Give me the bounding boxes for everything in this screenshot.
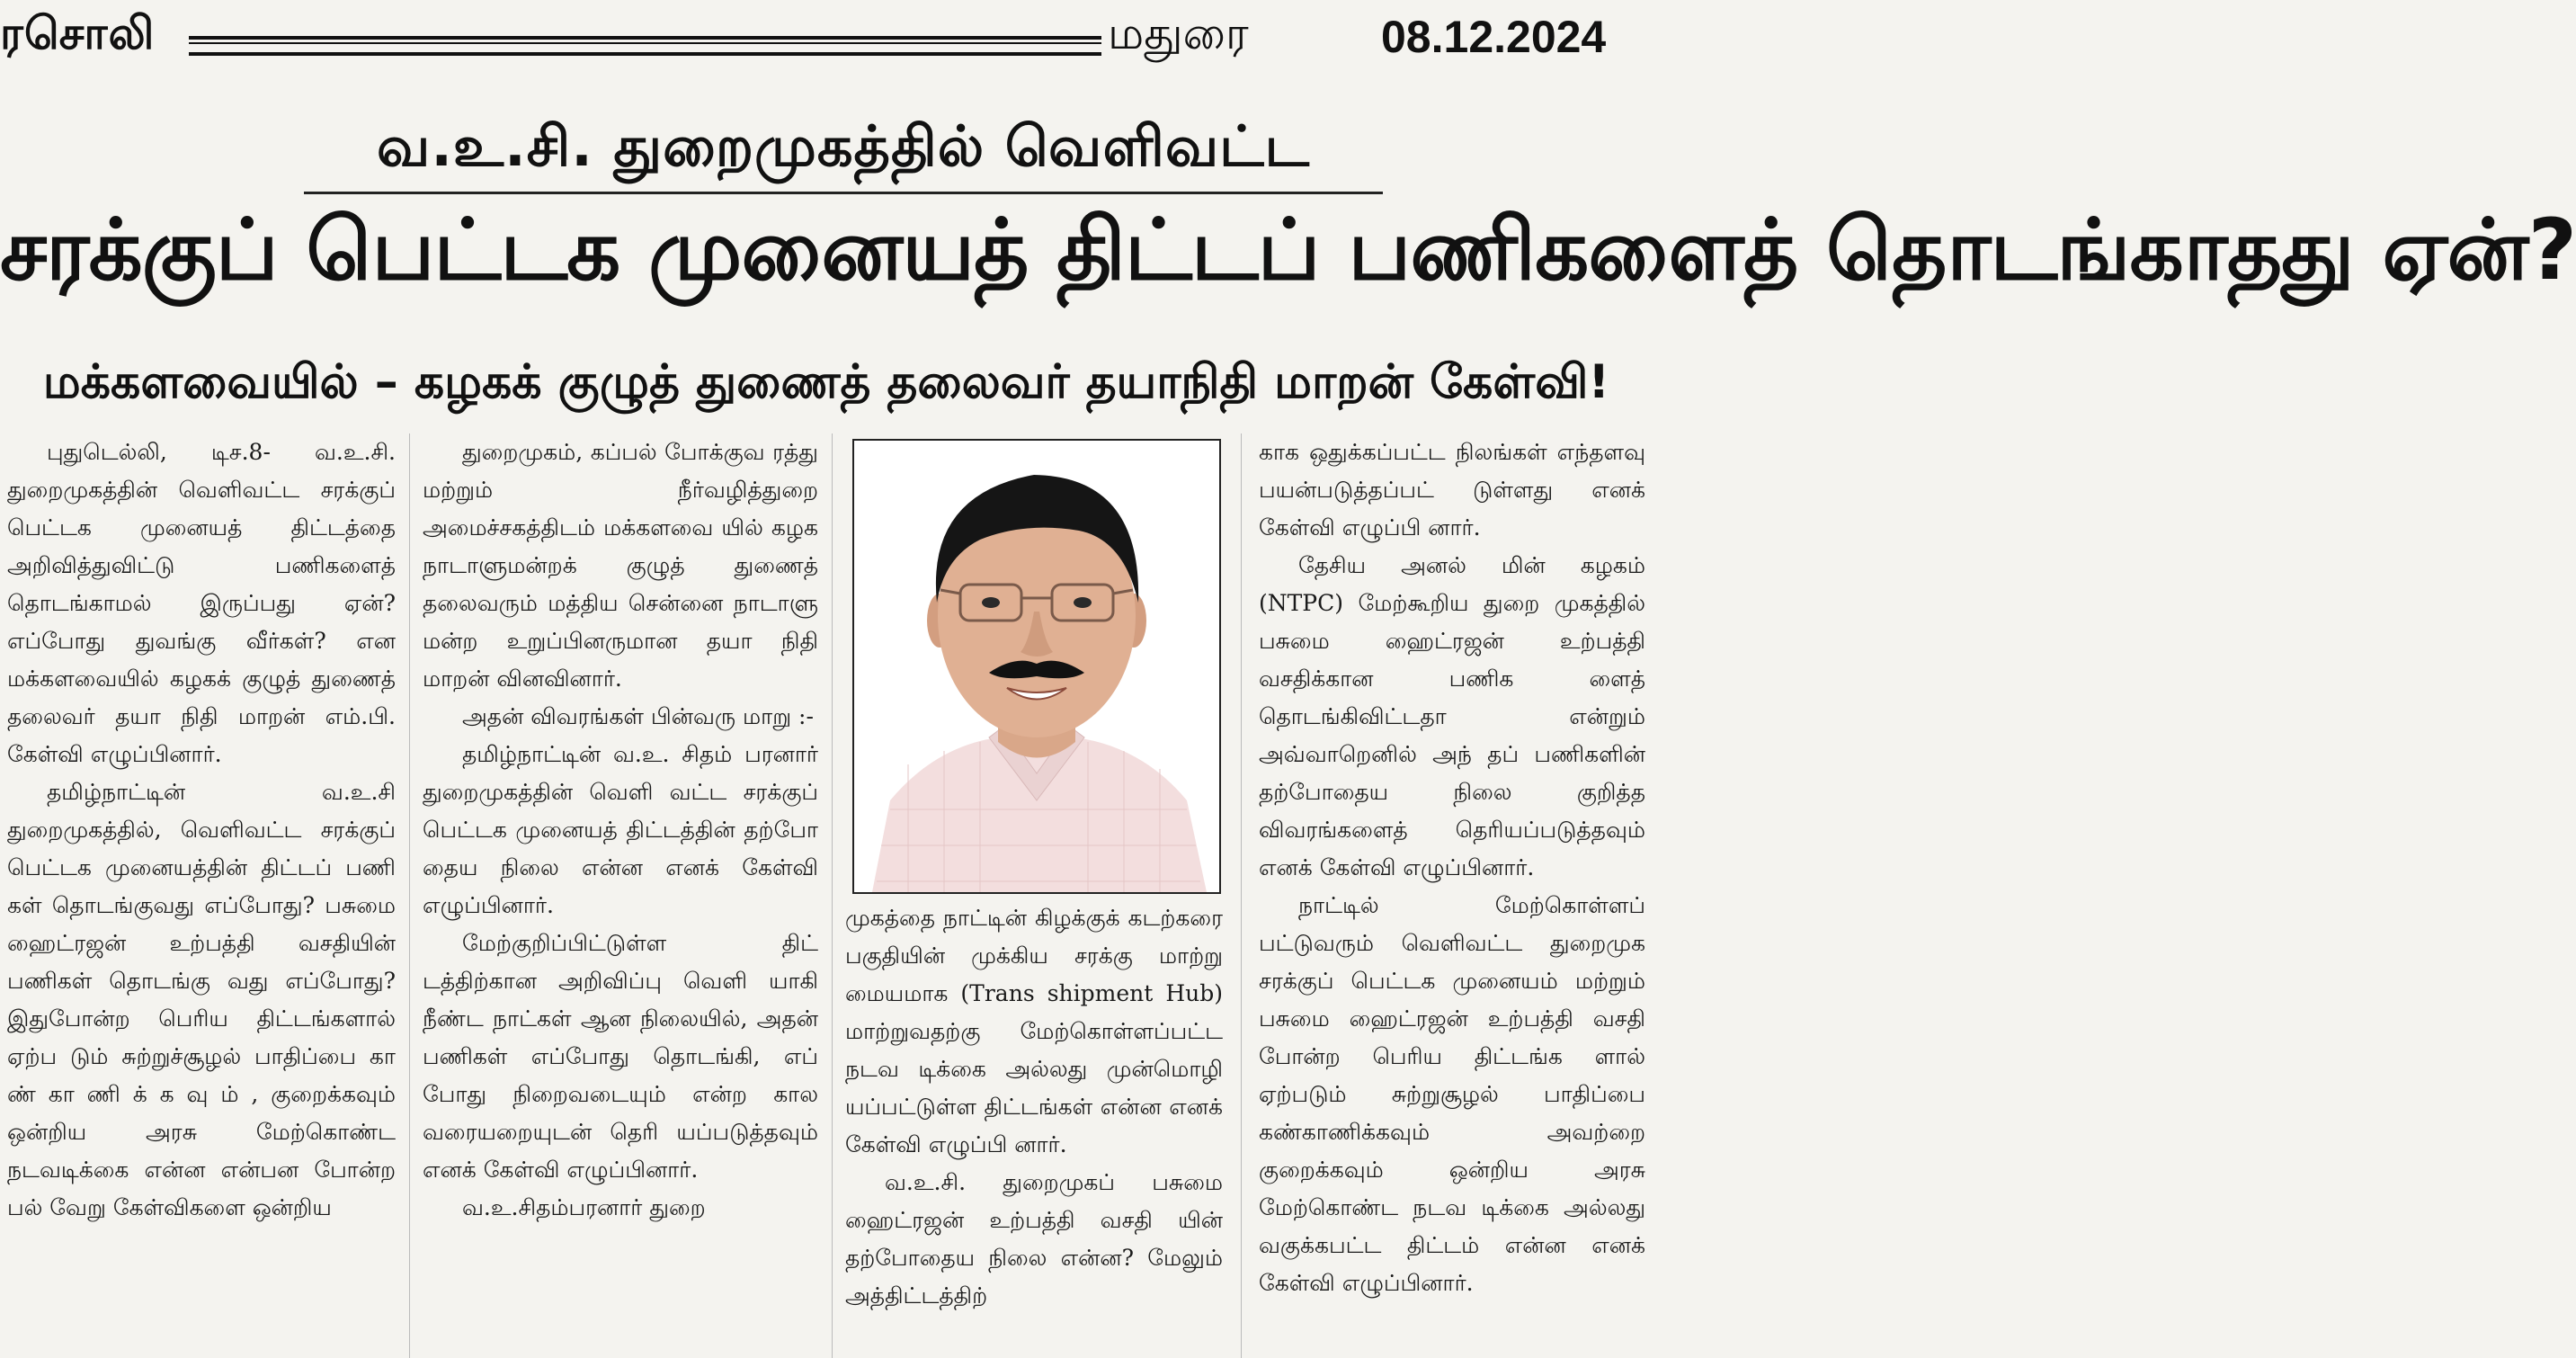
column-divider xyxy=(1241,433,1242,1358)
edition-date: 08.12.2024 xyxy=(1381,12,1607,62)
paragraph: முகத்தை நாட்டின் கிழக்குக் கடற்கரை பகுதியின் முக்கிய சரக்கு மாற்று மையமாக (Trans shipment Hub) மாற்றுவதற்கு மேற்கொள்ளப்பட்ட நடவ டிக்கை அல்லது முன்மொழி யப்பட்டுள்ள திட்டங்கள் என்ன எனக் கேள்வி எழுப்பி னார். xyxy=(845,905,1223,1157)
paragraph: தமிழ்நாட்டின் வ.உ.சி துறைமுகத்தில், வெளிவட்ட சரக்குப் பெட்டக முனையத்தின் திட்டப் பணி கள் தொடங்குவது எப்போது? பசுமை ஹைட்ரஜன் உற்பத்தி வசதியின் பணிகள் தொடங்கு வது எப்போது? இதுபோன்ற பெரிய திட்டங்களால் ஏற்ப டும் சுற்றுச்சூழல் பாதிப்பை கா ண் கா ணி க் க வு ம் , குறைக்கவும் ஒன்றிய அரசு மேற்கொண்ட நடவடிக்கை என்ன என்பன போன்ற பல் வேறு கேள்விகளை ஒன்றிய xyxy=(7,779,396,1220)
paragraph: அதன் விவரங்கள் பின்வரு மாறு :- xyxy=(462,703,814,729)
paragraph: தமிழ்நாட்டின் வ.உ. சிதம் பரனார் துறைமுகத்தின் வெளி வட்ட சரக்குப் பெட்டக முனையத் திட்டத்தின் தற்போ தைய நிலை என்ன எனக் கேள்வி எழுப்பினார். xyxy=(423,741,818,918)
paragraph: மேற்குறிப்பிட்டுள்ள திட் டத்திற்கான அறிவிப்பு வெளி யாகி நீண்ட நாட்கள் ஆன நிலையில், அதன் பணிகள் எப்போது தொடங்கி, எப் போது நிறைவடையும் என்ற கால வரையறையுடன் தெரி யப்படுத்தவும் எனக் கேள்வி எழுப்பினார். xyxy=(423,930,818,1183)
paragraph: வ.உ.சி. துறைமுகப் பசுமை ஹைட்ரஜன் உற்பத்தி வசதி யின் தற்போதைய நிலை என்ன? மேலும் அத்திட்டத்திற் xyxy=(845,1169,1223,1309)
masthead-rule xyxy=(189,36,1101,56)
edition-city: மதுரை xyxy=(1108,7,1249,59)
paragraph: தேசிய அனல் மின் கழகம் (NTPC) மேற்கூறிய துறை முகத்தில் பசுமை ஹைட்ரஜன் உற்பத்தி வசதிக்கான பணிக ளைத் தொடங்கிவிட்டதா என்றும் அவ்வாறெனில் அந் தப் பணிகளின் தற்போதைய நிலை குறித்த விவரங்களைத் தெரியப்படுத்தவும் எனக் கேள்வி எழுப்பினார். xyxy=(1259,552,1645,880)
subheadline: மக்களவையில் – கழகக் குழுத் துணைத் தலைவர் தயாநிதி மாறன் கேள்வி! xyxy=(42,355,1610,409)
article-column-4 xyxy=(1259,433,1645,1358)
paragraph: நாட்டில் மேற்கொள்ளப் பட்டுவரும் வெளிவட்ட துறைமுக சரக்குப் பெட்டக முனையம் மற்றும் பசுமை ஹைட்ரஜன் உற்பத்தி வசதி போன்ற பெரிய திட்டங்க ளால் ஏற்படும் சுற்றுசூழல் பாதிப்பை கண்காணிக்கவும் அவற்றை குறைக்கவும் ஒன்றிய அரசு மேற்கொண்ட நடவ டிக்கை அல்லது வகுக்கபட்ட திட்டம் என்ன எனக் கேள்வி எழுப்பினார். xyxy=(1259,892,1645,1296)
column-divider xyxy=(409,433,410,1358)
masthead xyxy=(0,0,1653,90)
article-column-1 xyxy=(7,433,396,1358)
portrait-photo xyxy=(852,439,1221,894)
kicker-underline xyxy=(304,192,1383,194)
column-divider xyxy=(832,433,833,1358)
main-headline: சரக்குப் பெட்டக முனையத் திட்டப் பணிகளைத் தொடங்காதது ஏன்? xyxy=(0,201,2576,299)
paragraph: புதுடெல்லி, டிச.8- வ.உ.சி. துறைமுகத்தின் வெளிவட்ட சரக்குப் பெட்டக முனையத் திட்டத்தை அறிவித்துவிட்டு பணிகளைத் தொடங்காமல் இருப்பது ஏன்? எப்போது துவங்கு வீர்கள்? என மக்களவையில் கழகக் குழுத் துணைத் தலைவர் தயா நிதி மாறன் எம்.பி. கேள்வி எழுப்பினார். xyxy=(7,439,396,767)
article-column-3 xyxy=(845,899,1223,1358)
paragraph: துறைமுகம், கப்பல் போக்குவ ரத்து மற்றும் நீர்வழித்துறை அமைச்சகத்திடம் மக்களவை யில் கழக நாடாளுமன்றக் குழுத் துணைத் தலைவரும் மத்திய சென்னை நாடாளு மன்ற உறுப்பினருமான தயா நிதி மாறன் வினவினார். xyxy=(423,439,818,692)
person-portrait-image xyxy=(854,441,1219,892)
paragraph: காக ஒதுக்கப்பட்ட நிலங்கள் எந்தளவு பயன்படுத்தப்பட் டுள்ளது எனக் கேள்வி எழுப்பி னார். xyxy=(1259,439,1645,541)
newspaper-name: ரசொலி xyxy=(0,7,156,59)
paragraph: வ.உ.சிதம்பரனார் துறை xyxy=(462,1194,706,1220)
kicker-headline: வ.உ.சி. துறைமுகத்தில் வெளிவட்ட xyxy=(377,113,1310,179)
article-column-2 xyxy=(423,433,818,1358)
